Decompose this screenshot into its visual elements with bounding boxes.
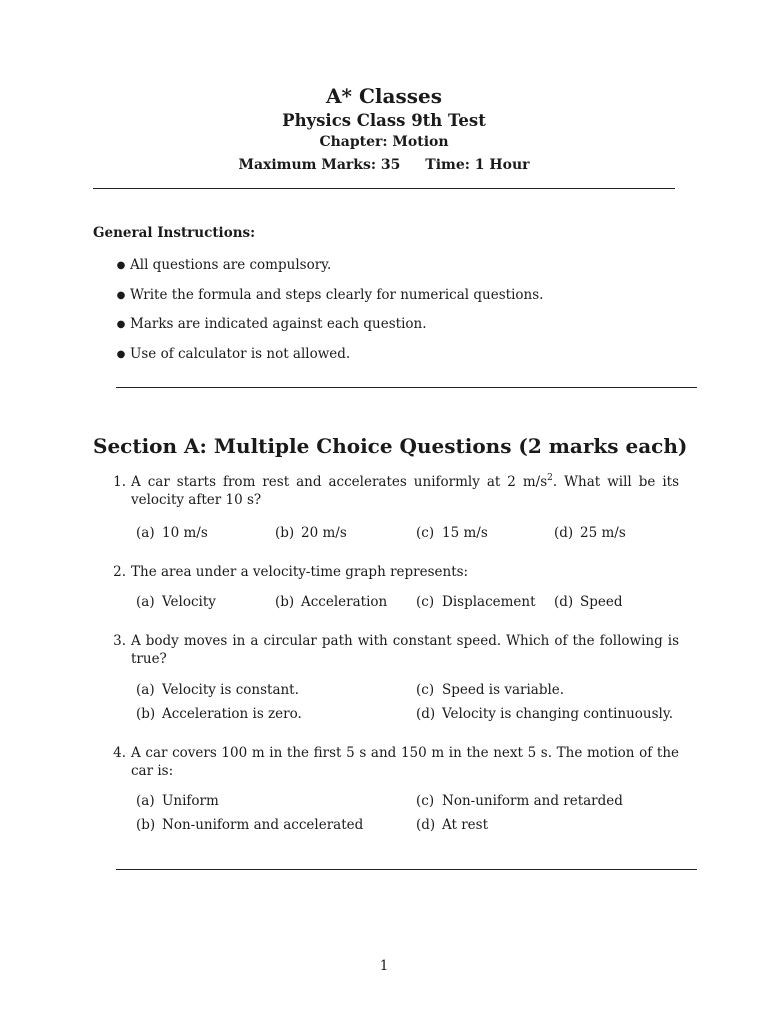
option-3a: (a) Velocity is constant. <box>136 682 299 698</box>
question-text: A body moves in a circular path with constant speed. Which of the following is true? <box>131 633 679 667</box>
option-1a: (a) 10 m/s <box>136 525 208 541</box>
option-2a: (a) Velocity <box>136 594 216 610</box>
instruction-item: ● All questions are compulsory. <box>112 257 543 287</box>
header-divider <box>93 188 675 189</box>
option-4c: (c) Non-uniform and retarded <box>416 793 623 809</box>
instructions-heading: General Instructions: <box>93 225 256 241</box>
question-number: 2. <box>113 564 126 580</box>
section-divider <box>116 869 697 870</box>
max-marks: Maximum Marks: 35 <box>238 157 401 173</box>
page-title: A* Classes <box>326 84 442 108</box>
bullet-icon: ● <box>116 348 126 360</box>
option-3d: (d) Velocity is changing continuously. <box>416 706 673 722</box>
instructions-list <box>112 257 543 375</box>
test-subtitle: Physics Class 9th Test <box>282 111 486 130</box>
question-number: 3. <box>113 633 126 649</box>
instruction-item: ● Write the formula and steps clearly for numerical questions. <box>112 287 543 317</box>
question-text: A car starts from rest and accelerates uniformly at 2 $m/s^2$. What will be its velocity after 10 s? <box>131 473 679 508</box>
option-2c: (c) Displacement <box>416 594 536 610</box>
option-4d: (d) At rest <box>416 817 489 833</box>
section-title: Section A: Multiple Choice Questions (2 marks each) <box>93 434 688 458</box>
option-2b: (b) Acceleration <box>275 594 388 610</box>
time-limit: Time: 1 Hour <box>425 157 530 173</box>
option-2d: (d) Speed <box>554 594 623 610</box>
question-text: A car covers 100 m in the first 5 s and 150 m in the next 5 s. The motion of the car is: <box>131 745 679 779</box>
bullet-icon: ● <box>116 260 126 271</box>
page-number: 1 <box>379 958 389 974</box>
option-3b: (b) Acceleration is zero. <box>136 706 302 722</box>
option-1d: (d) 25 m/s <box>554 525 626 541</box>
option-4b: (b) Non-uniform and accelerated <box>136 817 364 833</box>
question-number: 4. <box>113 745 126 761</box>
instructions-divider <box>116 387 697 388</box>
option-1b: (b) 20 m/s <box>275 525 347 541</box>
option-4a: (a) Uniform <box>136 793 219 809</box>
option-3c: (c) Speed is variable. <box>416 682 565 698</box>
question-number: 1. <box>113 474 126 490</box>
chapter-label: Chapter: Motion <box>319 134 449 150</box>
instruction-item: ● Marks are indicated against each question. <box>112 316 543 346</box>
bullet-icon: ● <box>116 319 126 330</box>
bullet-icon: ● <box>116 289 126 301</box>
question-text: The area under a velocity-time graph represents: <box>131 564 469 580</box>
instruction-item: ● Use of calculator is not allowed. <box>112 346 543 376</box>
option-1c: (c) 15 m/s <box>416 525 488 541</box>
marks-time-line <box>0 157 768 173</box>
